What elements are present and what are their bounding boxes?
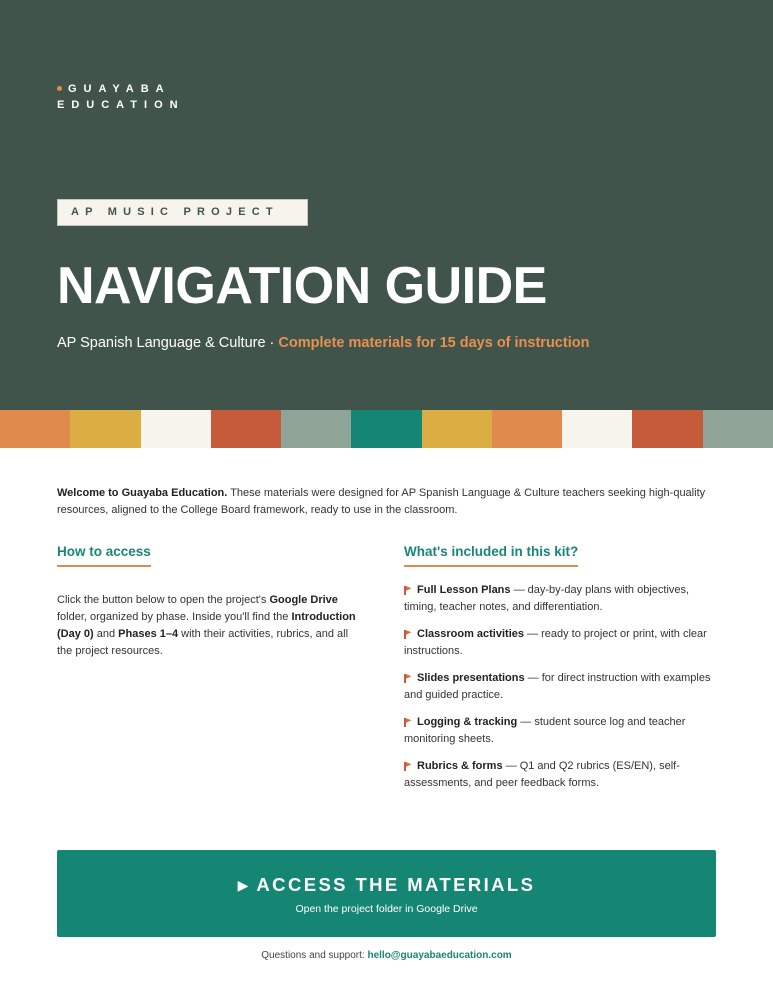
brand-name: GUAYABA: [68, 83, 171, 95]
kit-contents-section: [404, 543, 722, 802]
brand-dot-icon: [57, 86, 62, 91]
list-item: [404, 582, 722, 616]
access-text-4: with their activities, rubrics, and all the project resources.: [57, 628, 349, 657]
access-bold-phases: Phases 1–4: [118, 628, 179, 640]
brand-subname: EDUCATION: [57, 99, 185, 111]
hero-header: [0, 0, 773, 410]
stripe-swatch: [632, 410, 702, 448]
intro-paragraph: [57, 485, 717, 518]
flag-icon: [404, 586, 412, 593]
access-bold-intro: Introduction (Day 0): [57, 611, 356, 640]
list-item-title: Slides presentations: [417, 672, 525, 684]
list-item-desc: — student source log and teacher monitoring sheets.: [404, 716, 686, 745]
stripe-swatch: [422, 410, 492, 448]
stripe-swatch: [562, 410, 632, 448]
flag-icon: [404, 762, 412, 769]
flag-icon: [404, 718, 412, 725]
access-materials-label: [57, 873, 716, 898]
list-item: [404, 670, 722, 704]
list-item: [404, 714, 722, 748]
subtitle-course: AP Spanish Language & Culture ·: [57, 335, 279, 351]
flag-icon: [404, 674, 412, 681]
intro-bold: Welcome to Guayaba Education.: [57, 487, 228, 499]
how-to-access-section: [57, 543, 362, 660]
stripe-swatch: [351, 410, 421, 448]
list-item-desc: — day-by-day plans with objectives, timing, teacher notes, and differentiation.: [404, 584, 690, 613]
stripe-swatch: [281, 410, 351, 448]
list-item-desc: — ready to project or print, with clear instructions.: [404, 628, 707, 657]
subtitle-highlight: Complete materials for 15 days of instruction: [278, 335, 590, 351]
how-to-access-heading: How to access: [57, 543, 151, 567]
list-item-title: Logging & tracking: [417, 716, 518, 728]
stripe-swatch: [492, 410, 562, 448]
page-title: NAVIGATION GUIDE: [57, 257, 547, 315]
intro-text: These materials were designed for AP Spanish Language & Culture teachers seeking high-quality resources, aligned to the College Board framework, ready to use in the classroom.: [57, 487, 706, 516]
play-icon: ▶: [237, 877, 249, 893]
stripe-swatch: [141, 410, 211, 448]
access-text-3: and: [93, 628, 119, 640]
list-item: [404, 758, 722, 792]
access-text-1: Click the button below to open the project's: [57, 594, 270, 606]
access-materials-text: ACCESS THE MATERIALS: [256, 874, 536, 895]
support-email-link[interactable]: hello@guayabaeducation.com: [367, 950, 512, 961]
project-tag: AP MUSIC PROJECT: [57, 199, 308, 226]
list-item-title: Full Lesson Plans: [417, 584, 511, 596]
brand-logo: [57, 81, 185, 113]
list-item: [404, 626, 722, 660]
stripe-swatch: [211, 410, 281, 448]
footer-contact: [0, 949, 773, 963]
kit-contents-list: [404, 582, 722, 792]
flag-icon: [404, 630, 412, 637]
access-bold-drive: Google Drive: [269, 594, 338, 606]
list-item-title: Classroom activities: [417, 628, 524, 640]
kit-contents-heading: What's included in this kit?: [404, 543, 578, 567]
color-stripe: [0, 410, 773, 448]
footer-text: Questions and support:: [261, 950, 368, 961]
stripe-swatch: [703, 410, 773, 448]
how-to-access-text: [57, 592, 362, 660]
access-materials-button[interactable]: [57, 850, 716, 937]
list-item-title: Rubrics & forms: [417, 760, 503, 772]
list-item-desc: — Q1 and Q2 rubrics (ES/EN), self-assessments, and peer feedback forms.: [404, 760, 680, 789]
stripe-swatch: [0, 410, 70, 448]
list-item-desc: — for direct instruction with examples and guided practice.: [404, 672, 711, 701]
access-text-2: folder, organized by phase. Inside you'll find the: [57, 611, 292, 623]
page-subtitle: [57, 334, 589, 352]
access-materials-subtext: Open the project folder in Google Drive: [295, 903, 478, 915]
stripe-swatch: [70, 410, 140, 448]
